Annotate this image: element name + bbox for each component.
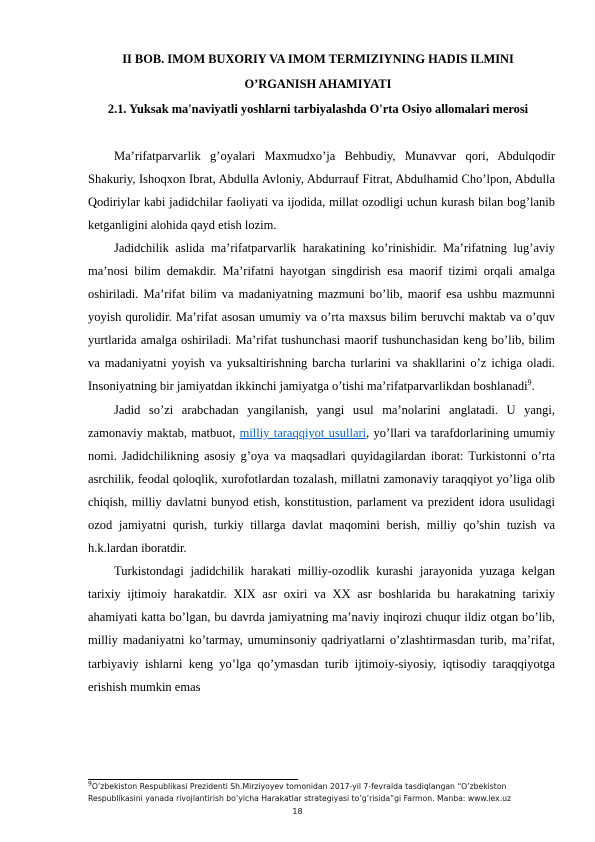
paragraph-3 [88, 399, 555, 561]
section-heading: 2.1. Yuksak ma'naviyatli yoshlarni tarbiyalashda O'rta Osiyo allomalari merosi [107, 102, 529, 116]
footnote [88, 781, 558, 804]
footnote-reference[interactable]: 9 [527, 378, 532, 388]
milliy-taraqqiyot-link[interactable]: milliy taraqqiyot usullari [239, 425, 367, 440]
body-text [88, 145, 555, 699]
paragraph-3-start: Jadid so’zi arabchadan yangilanish, yangi usul ma’nolarini anglatadi. U yangi, zamonaviy maktab, matbuot, [88, 402, 555, 440]
paragraph-2-text: Jadidchilik aslida ma’rifatparvarlik harakatining ko’rinishidir. Ma’rifatning lug’aviy ma’nosi bilim demakdir. Ma’rifatni hayotgan singdirish esa maorif tizimi orqali amalga oshiriladi. Ma’rifat bilim va madaniyatning mazmuni bo’lib, maorif esa ushbu mazmunni yoyish qurolidir. Ma’rifat asosan umumiy va o’rta maxsus bilim beruvchi maktab va o’quv yurtlarida amalga oshiriladi. Ma’rifat tushunchasi maorif tushunchasidan keng bo’lib, bilim va madaniyatni yoyish va yuksaltirishning barcha turlarini va shakllarini o’z ichiga oladi. Insoniyatning bir jamiyatdan ikkinchi jamiyatga o’tishi ma’rifatparvarlikdan boshlanadi [88, 240, 555, 394]
paragraph-2 [88, 237, 555, 399]
paragraph-1: Ma’rifatparvarlik g’oyalari Maxmudxo’ja Behbudiy, Munavvar qori, Abdulqodir Shakuriy, Ishoqxon Ibrat, Abdulla Avloniy, Abdurrauf Fitrat, Abdulhamid Cho’lpon, Abdulla Qodiriylar kabi jadidchilar faoliyati va ijodida, millat ozodligi uchun kurash bilan bog’lanib ketganligini alohida qayd etish lozim. [88, 148, 555, 232]
paragraph-4: Turkistondagi jadidchilik harakati milliy-ozodlik kurashi jarayonida yuzaga kelgan tarixiy ijtimoiy harakatdir. XIX asr oxiri va XX asr boshlarida bu harakatning tarixiy ahamiyati katta bo’lgan, bu davrda jamiyatning ma’naviy inqirozi chuqur ildiz otgan bo’lib, milliy madaniyatni ko’tarmay, umuminsoniy qadriyatlarni o’zlashtirmasdan turib, ma’rifat, tarbiyaviy ishlarni keng yo’lga qo’ymasdan turib ijtimoiy-siyosiy, iqtisodiy taraqqiyotga erishish mumkin emas [88, 564, 555, 694]
chapter-heading: II BOB. IMOM BUXORIY VA IMOM TERMIZIYNING HADIS ILMINI O’RGANISH AHAMIYATI [122, 52, 514, 91]
footnote-divider [88, 779, 298, 780]
paragraph-3-end: , yo’llari va tarafdorlarining umumiy nomi. Jadidchilikning asosiy g’oya va maqsadlari quyidagilardan iborat: Turkistonni o’rta asrchilik, feodal qoloqlik, xurofotlardan tozalash, millatni zamonaviy taraqqiyot yo’liga olib chiqish, milliy davlatni bunyod etish, konstitustion, parlament va prezident idora usulidagi ozod jamiyatni qurish, turkiy tillarga davlat maqomini berish, milliy qo’shin tuzish va h.k.lardan iboratdir. [88, 425, 555, 556]
footnote-number: 9 [88, 780, 92, 788]
footnote-text: O’zbekiston Respublikasi Prezidenti Sh.Mirziyoyev tomonidan 2017-yil 7-fevralda tasdiqlangan “O’zbekiston Respublikasini yanada rivojlantirish bo’yicha Harakatlar strategiyasi to’g’risida”gi Farmon. Manba: www.lex.uz [88, 782, 512, 803]
paragraph-2-end: . [531, 379, 535, 394]
page-number: 18 [292, 807, 303, 816]
